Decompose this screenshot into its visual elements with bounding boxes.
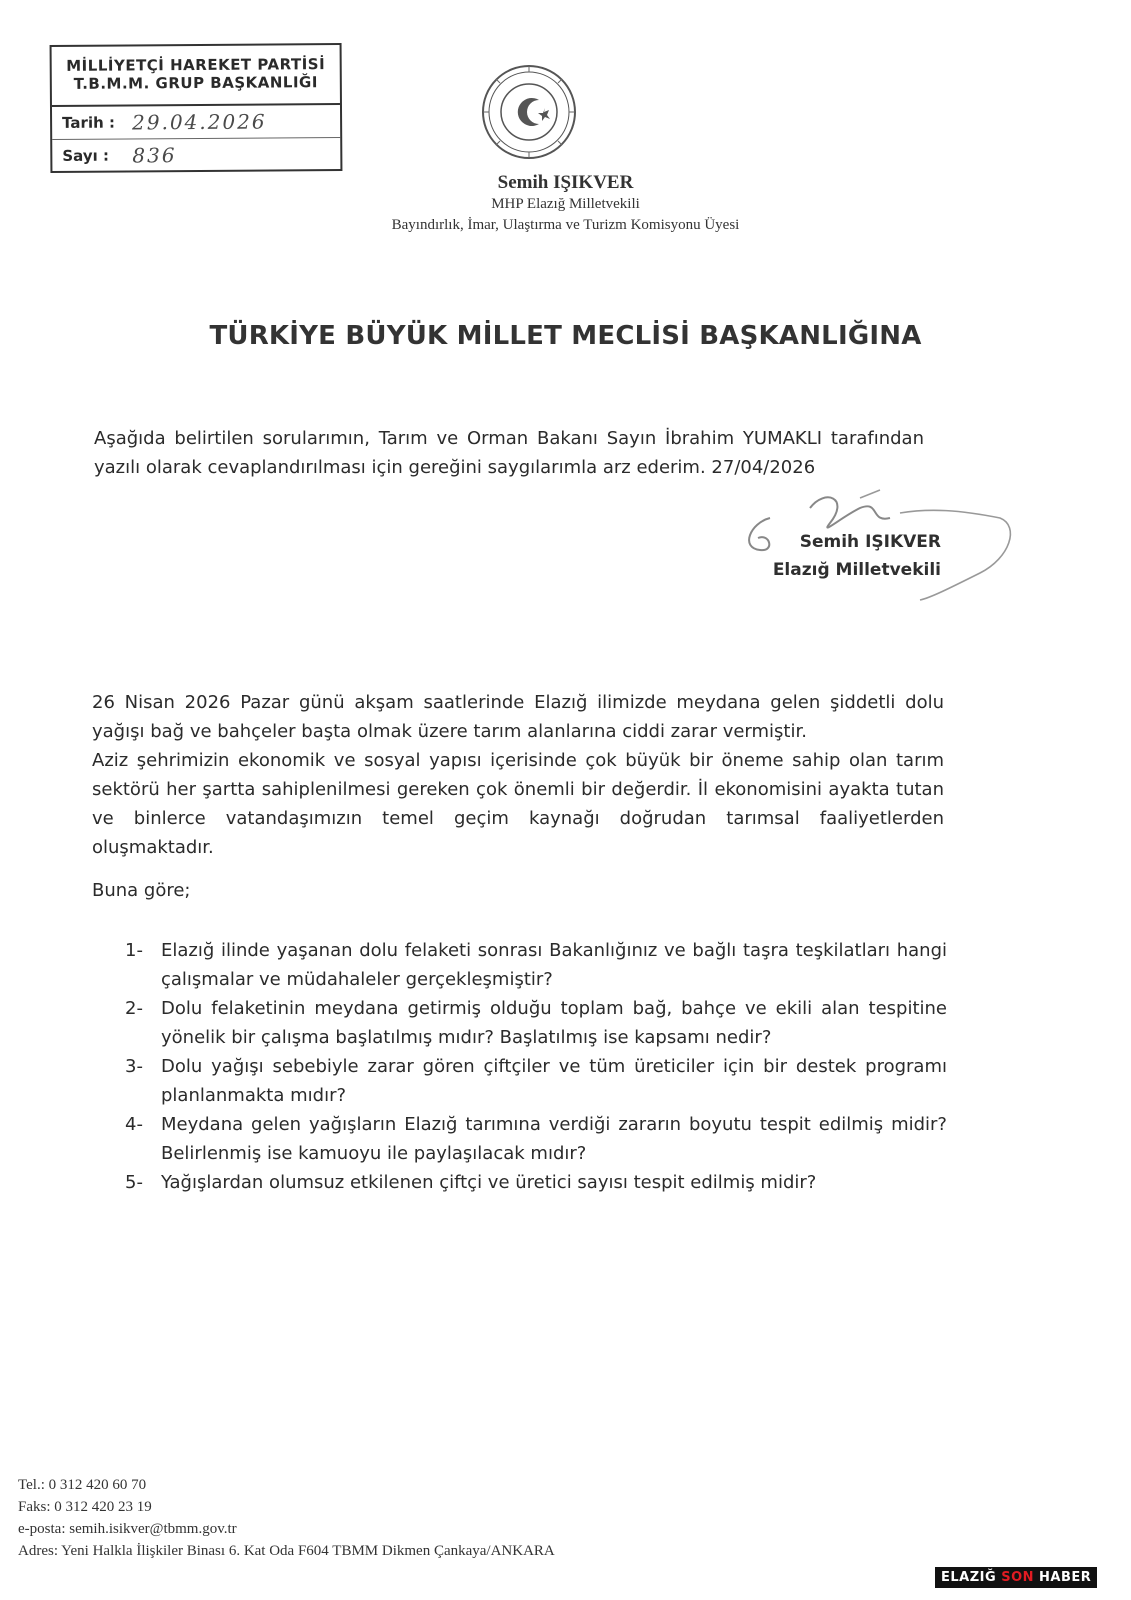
signature-name: Semih IŞIKVER: [799, 532, 941, 552]
contact-footer: [18, 1474, 555, 1562]
header-name: Semih IŞIKVER: [497, 172, 634, 193]
question-text: Meydana gelen yağışların Elazığ tarımına verdiği zararın boyutu tespit edilmiş midir? Belirlenmiş ise kamuoyu ile paylaşılacak mıdır?: [161, 1114, 947, 1164]
signature-block: [773, 528, 941, 584]
stamp-number-row: [52, 137, 340, 171]
question-number: 3-: [125, 1056, 143, 1077]
badge-part-2: SON: [1001, 1570, 1034, 1585]
stamp-date-value: 29.04.2026: [132, 109, 267, 135]
question-number: 1-: [125, 940, 143, 961]
question-item: [125, 936, 947, 994]
footer-fax: Faks: 0 312 420 23 19: [18, 1499, 152, 1515]
footer-phone: Tel.: 0 312 420 60 70: [18, 1477, 147, 1493]
stamp-date-row: [52, 105, 340, 139]
badge-part-1: ELAZIĞ: [941, 1570, 997, 1585]
badge-part-3: HABER: [1039, 1570, 1092, 1585]
footer-email: e-posta: semih.isikver@tbmm.gov.tr: [18, 1521, 237, 1537]
question-number: 2-: [125, 998, 143, 1019]
header-party-line: MHP Elazığ Milletvekili: [491, 196, 640, 212]
question-text: Dolu felaketinin meydana getirmiş olduğu toplam bağ, bahçe ve ekili alan tespitine yönelik bir çalışma başlatılmış mıdır? Başlatılmış ise kapsamı nedir?: [161, 998, 947, 1048]
question-text: Yağışlardan olumsuz etkilenen çiftçi ve üretici sayısı tespit edilmiş midir?: [161, 1172, 817, 1193]
question-number: 5-: [125, 1172, 143, 1193]
header-commission: Bayındırlık, İmar, Ulaştırma ve Turizm Komisyonu Üyesi: [391, 217, 740, 233]
question-item: [125, 994, 947, 1052]
party-stamp: [50, 43, 343, 173]
stamp-number-label: Sayı :: [62, 146, 110, 165]
stamp-date-label: Tarih :: [62, 113, 116, 132]
question-list: [125, 936, 947, 1197]
question-item: [125, 1168, 947, 1197]
stamp-number-value: 836: [132, 143, 177, 168]
tbmm-seal-icon: [481, 64, 577, 160]
stamp-group-name: T.B.M.M. GRUP BAŞKANLIĞI: [73, 73, 318, 93]
body-paragraph: Aziz şehrimizin ekonomik ve sosyal yapısı içerisinde çok büyük bir öneme sahip olan tarım sektörü her şartta sahiplenilmesi gereken çok önemli bir değerdir. İl ekonomisini ayakta tutan ve binlerce vatandaşımızın temel geçim kaynağı doğrudan tarımsal faaliyetlerden oluşmaktadır.: [92, 750, 944, 858]
stamp-party-name: MİLLİYETÇİ HAREKET PARTİSİ: [66, 55, 326, 75]
footer-address: Adres: Yeni Halkla İlişkiler Binası 6. Kat Oda F604 TBMM Dikmen Çankaya/ANKARA: [18, 1543, 555, 1559]
question-item: [125, 1110, 947, 1168]
intro-paragraph: Aşağıda belirtilen sorularımın, Tarım ve Orman Bakanı Sayın İbrahim YUMAKLI tarafından yazılı olarak cevaplandırılması için gereğini saygılarımla arz ederim. 27/04/2026: [94, 428, 924, 478]
question-item: [125, 1052, 947, 1110]
question-text: Elazığ ilinde yaşanan dolu felaketi sonrası Bakanlığınız ve bağlı taşra teşkilatları hangi çalışmalar ve müdahaleler gerçekleşmiştir?: [161, 940, 947, 990]
question-number: 4-: [125, 1114, 143, 1135]
question-text: Dolu yağışı sebebiyle zarar gören çiftçiler ve tüm üreticiler için bir destek programı planlanmakta mıdır?: [161, 1056, 947, 1106]
buna-gore-label: Buna göre;: [92, 880, 191, 901]
news-logo-badge: [935, 1567, 1097, 1588]
stamp-header: [52, 45, 340, 107]
signature-title: Elazığ Milletvekili: [772, 560, 941, 580]
body-paragraph: 26 Nisan 2026 Pazar günü akşam saatlerinde Elazığ ilimizde meydana gelen şiddetli dolu yağışı bağ ve bahçeler başta olmak üzere tarım alanlarına ciddi zarar vermiştir.: [92, 692, 944, 742]
document-title: TÜRKİYE BÜYÜK MİLLET MECLİSİ BAŞKANLIĞINA: [209, 321, 922, 351]
